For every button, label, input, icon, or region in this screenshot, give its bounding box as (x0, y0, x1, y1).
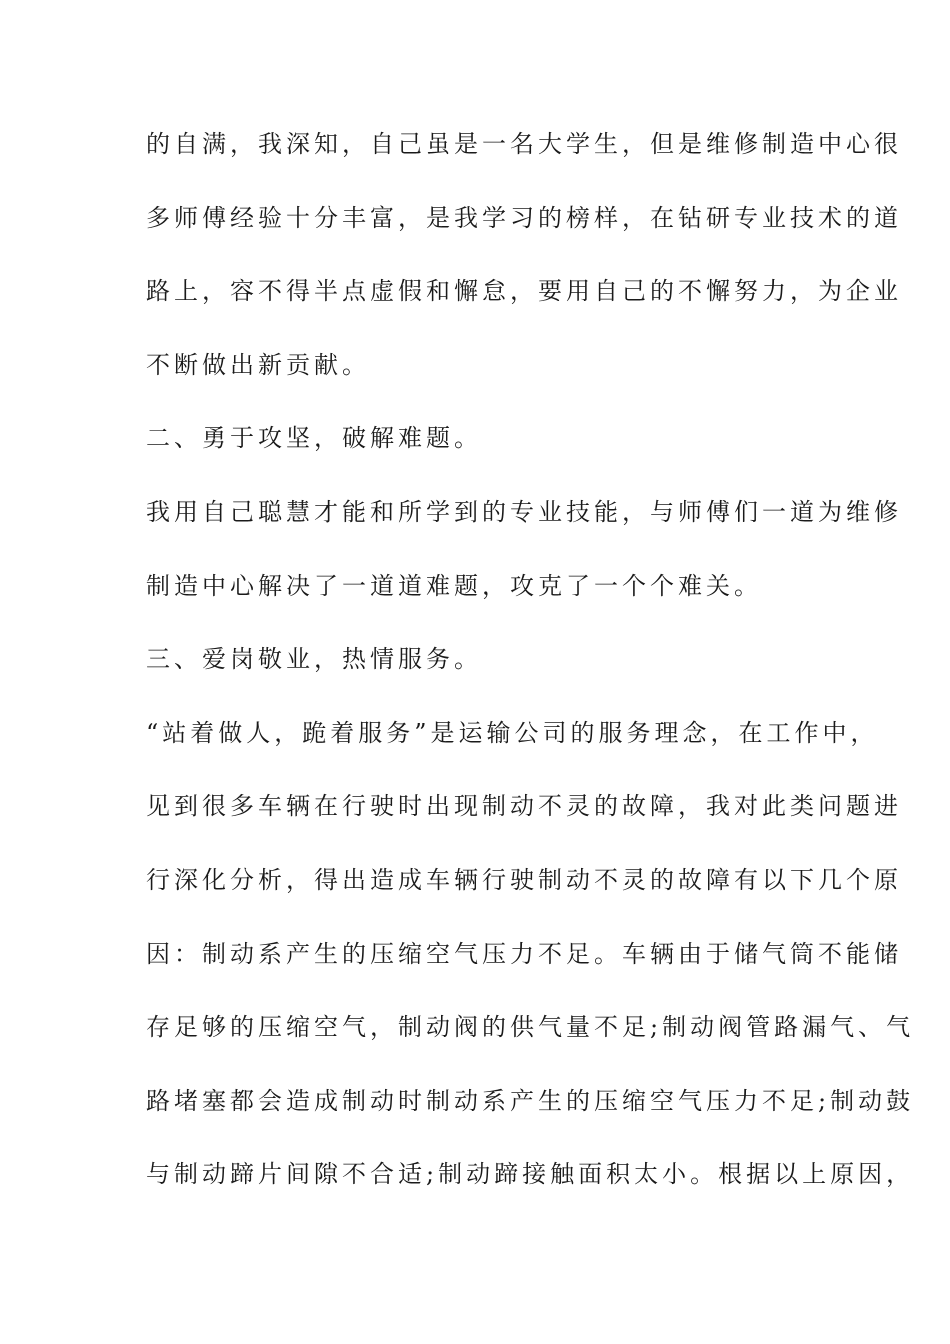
text-line-13: 存足够的压缩空气，制动阀的供气量不足;制动阀管路漏气、气 (146, 1013, 915, 1042)
text-line-7: 制造中心解决了一道道难题，攻克了一个个难关。 (146, 571, 762, 600)
text-line-2: 多师傅经验十分丰富，是我学习的榜样，在钻研专业技术的道 (146, 203, 902, 232)
text-line-12: 因：制动系产生的压缩空气压力不足。车辆由于储气筒不能储 (146, 939, 902, 968)
section-heading-3: 三、爱岗敬业，热情服务。 (146, 645, 482, 674)
text-line-9: “站着做人，跪着服务”是运输公司的服务理念，在工作中， (146, 718, 879, 747)
text-line-11: 行深化分析，得出造成车辆行驶制动不灵的故障有以下几个原 (146, 865, 902, 894)
text-line-4: 不断做出新贡献。 (146, 350, 370, 379)
section-heading-2: 二、勇于攻坚，破解难题。 (146, 424, 482, 453)
document-body (146, 130, 915, 1236)
text-line-10: 见到很多车辆在行驶时出现制动不灵的故障，我对此类问题进 (146, 792, 902, 821)
text-line-6: 我用自己聪慧才能和所学到的专业技能，与师傅们一道为维修 (146, 497, 902, 526)
text-line-3: 路上，容不得半点虚假和懈怠，要用自己的不懈努力，为企业 (146, 277, 902, 306)
text-line-15: 与制动蹄片间隙不合适;制动蹄接触面积太小。根据以上原因， (146, 1160, 915, 1189)
text-line-1: 的自满，我深知，自己虽是一名大学生，但是维修制造中心很 (146, 130, 902, 158)
text-line-14: 路堵塞都会造成制动时制动系产生的压缩空气压力不足;制动鼓 (146, 1086, 915, 1115)
